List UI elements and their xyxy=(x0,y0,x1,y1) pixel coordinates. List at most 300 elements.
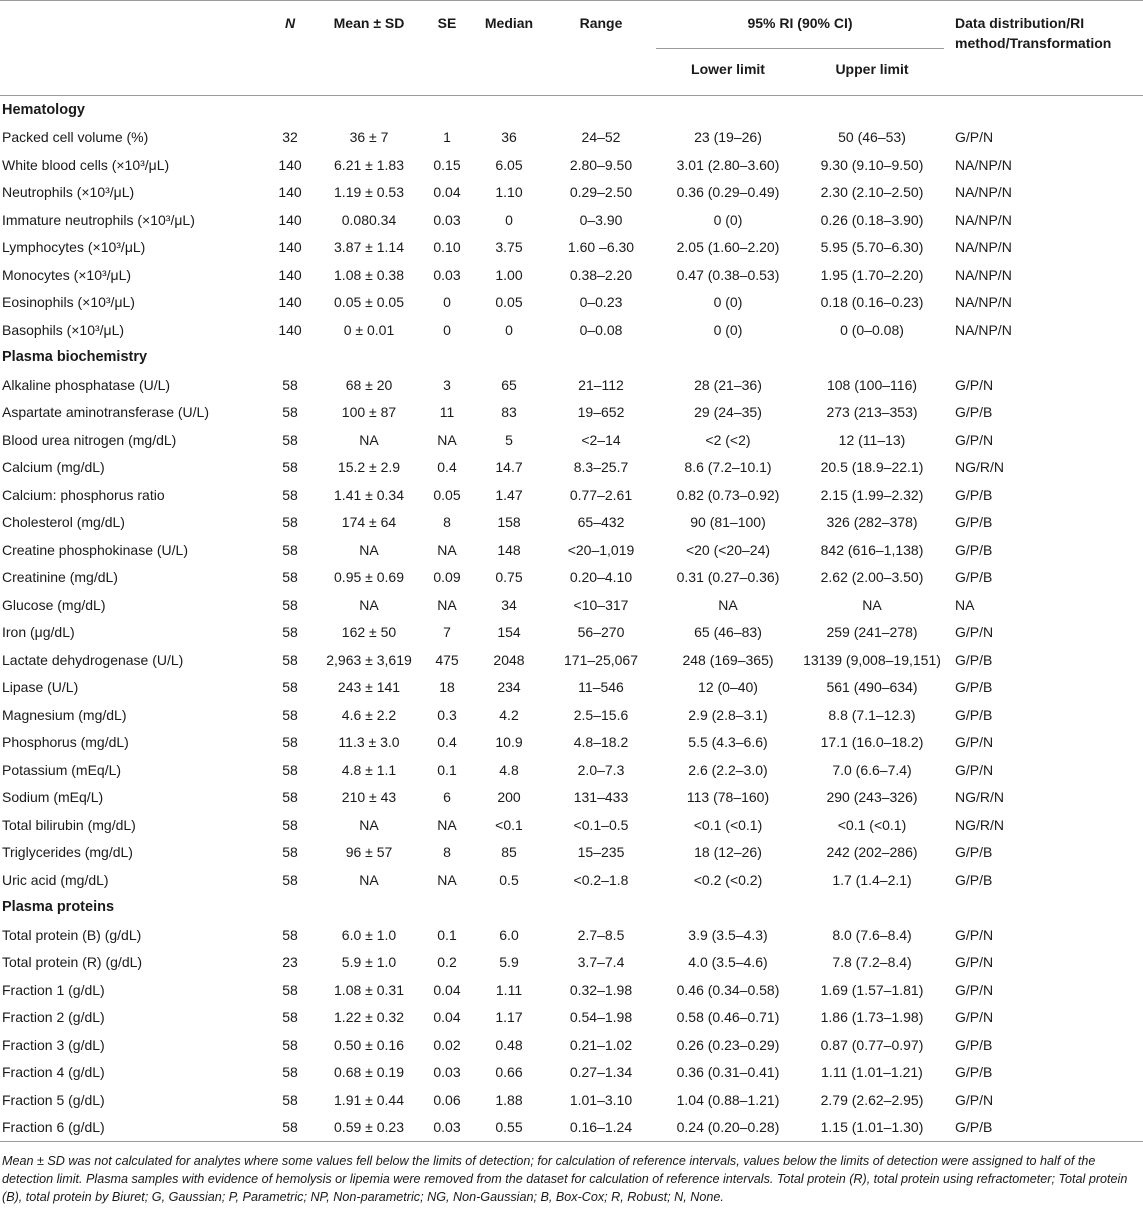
upper-limit: 0 (0–0.08) xyxy=(840,321,904,338)
lower-limit: 4.0 (3.5–4.6) xyxy=(688,954,768,971)
table-row xyxy=(0,949,1143,977)
standard-error: 0.4 xyxy=(437,459,457,476)
distribution-method: G/P/N xyxy=(955,926,994,943)
analyte-name: Total protein (R) (g/dL) xyxy=(2,954,143,971)
range: 4.8–18.2 xyxy=(573,734,629,751)
analyte-name: Immature neutrophils (×10³/μL) xyxy=(2,211,195,228)
mean-sd: 5.9 ± 1.0 xyxy=(341,954,397,971)
sample-count: 58 xyxy=(282,789,298,806)
range: 11–546 xyxy=(578,679,624,696)
mean-sd: 6.21 ± 1.83 xyxy=(334,156,404,173)
analyte-name: Triglycerides (mg/dL) xyxy=(2,844,133,861)
standard-error: 475 xyxy=(435,651,459,668)
sample-count: 58 xyxy=(282,1064,298,1081)
lower-limit: 2.6 (2.2–3.0) xyxy=(688,761,768,778)
table-row xyxy=(0,976,1143,1004)
analyte-name: White blood cells (×10³/μL) xyxy=(2,156,170,173)
section-header-row xyxy=(0,96,1143,124)
mean-sd: 2,963 ± 3,619 xyxy=(326,651,412,668)
sample-count: 140 xyxy=(278,321,302,338)
table-row xyxy=(0,399,1143,427)
standard-error: NA xyxy=(437,431,457,448)
upper-limit: 0.18 (0.16–0.23) xyxy=(820,294,924,311)
upper-limit: 842 (616–1,138) xyxy=(820,541,924,558)
table-row xyxy=(0,729,1143,757)
analyte-name: Aspartate aminotransferase (U/L) xyxy=(2,404,209,421)
lower-limit: 8.6 (7.2–10.1) xyxy=(684,459,772,476)
range: 0.21–1.02 xyxy=(569,1036,633,1053)
range: <0.2–1.8 xyxy=(573,871,629,888)
sample-count: 58 xyxy=(282,926,298,943)
distribution-method: NA/NP/N xyxy=(955,239,1012,256)
sample-count: 58 xyxy=(282,569,298,586)
median: 1.00 xyxy=(495,266,523,283)
upper-limit: 259 (241–278) xyxy=(826,624,918,641)
lower-limit: 0.82 (0.73–0.92) xyxy=(676,486,780,503)
analyte-name: Packed cell volume (%) xyxy=(2,129,149,146)
upper-limit: 20.5 (18.9–22.1) xyxy=(820,459,924,476)
mean-sd: 4.6 ± 2.2 xyxy=(341,706,397,723)
upper-limit: 242 (202–286) xyxy=(826,844,918,861)
lower-limit: 2.05 (1.60–2.20) xyxy=(676,239,780,256)
standard-error: 0.4 xyxy=(437,734,457,751)
distribution-method: NA/NP/N xyxy=(955,266,1012,283)
sample-count: 58 xyxy=(282,844,298,861)
analyte-name: Neutrophils (×10³/μL) xyxy=(2,184,135,201)
sample-count: 58 xyxy=(282,1036,298,1053)
lower-limit: 0.36 (0.31–0.41) xyxy=(676,1064,780,1081)
median: 200 xyxy=(497,789,521,806)
lower-limit: 0.36 (0.29–0.49) xyxy=(676,184,780,201)
section-header-row xyxy=(0,894,1143,922)
mean-sd: 0.05 ± 0.05 xyxy=(334,294,404,311)
table-row xyxy=(0,316,1143,344)
sample-count: 58 xyxy=(282,816,298,833)
distribution-method: G/P/N xyxy=(955,981,994,998)
standard-error: 0.2 xyxy=(437,954,457,971)
mean-sd: 0.080.34 xyxy=(341,211,397,228)
table-row xyxy=(0,839,1143,867)
distribution-method: G/P/N xyxy=(955,1091,994,1108)
table-row xyxy=(0,536,1143,564)
standard-error: 0 xyxy=(443,321,451,338)
sample-count: 58 xyxy=(282,1091,298,1108)
analyte-name: Total protein (B) (g/dL) xyxy=(2,926,142,943)
lower-limit: 90 (81–100) xyxy=(690,514,766,531)
header-se: SE xyxy=(437,15,457,31)
range: <0.1–0.5 xyxy=(573,816,629,833)
lower-limit: 12 (0–40) xyxy=(698,679,758,696)
sample-count: 140 xyxy=(278,239,302,256)
sample-count: 140 xyxy=(278,294,302,311)
analyte-name: Magnesium (mg/dL) xyxy=(2,706,127,723)
range: <2–14 xyxy=(581,431,621,448)
upper-limit: 0.87 (0.77–0.97) xyxy=(820,1036,924,1053)
table-row xyxy=(0,1114,1143,1142)
table-row xyxy=(0,289,1143,317)
standard-error: NA xyxy=(437,596,457,613)
sample-count: 23 xyxy=(282,954,298,971)
standard-error: 0.1 xyxy=(437,926,457,943)
lower-limit: 0.46 (0.34–0.58) xyxy=(676,981,780,998)
analyte-name: Lactate dehydrogenase (U/L) xyxy=(2,651,184,668)
median: 4.8 xyxy=(499,761,519,778)
upper-limit: 1.86 (1.73–1.98) xyxy=(820,1009,924,1026)
sample-count: 58 xyxy=(282,514,298,531)
range: 0.29–2.50 xyxy=(569,184,633,201)
header-lower-limit: Lower limit xyxy=(691,61,765,77)
range: 0–3.90 xyxy=(579,211,623,228)
distribution-method: G/P/N xyxy=(955,129,994,146)
distribution-method: NA xyxy=(955,596,975,613)
range: 1.60 –6.30 xyxy=(567,239,635,256)
mean-sd: 68 ± 20 xyxy=(345,376,393,393)
sample-count: 58 xyxy=(282,404,298,421)
table-row xyxy=(0,509,1143,537)
table-row xyxy=(0,591,1143,619)
upper-limit: 290 (243–326) xyxy=(826,789,918,806)
analyte-name: Monocytes (×10³/μL) xyxy=(2,266,132,283)
standard-error: 0.04 xyxy=(433,981,461,998)
upper-limit: 1.7 (1.4–2.1) xyxy=(832,871,912,888)
range: 15–235 xyxy=(577,844,625,861)
mean-sd: 4.8 ± 1.1 xyxy=(341,761,397,778)
standard-error: 0.02 xyxy=(433,1036,461,1053)
standard-error: 0.03 xyxy=(433,211,461,228)
analyte-name: Creatinine (mg/dL) xyxy=(2,569,118,586)
standard-error: 0 xyxy=(443,294,451,311)
sample-count: 58 xyxy=(282,486,298,503)
distribution-method: NG/R/N xyxy=(955,816,1005,833)
range: 0–0.23 xyxy=(579,294,623,311)
median: <0.1 xyxy=(495,816,523,833)
range: 65–432 xyxy=(577,514,625,531)
lower-limit: 3.01 (2.80–3.60) xyxy=(676,156,780,173)
range: 131–433 xyxy=(573,789,629,806)
median: 1.17 xyxy=(495,1009,523,1026)
upper-limit: 108 (100–116) xyxy=(826,376,918,393)
table-row xyxy=(0,811,1143,839)
table-row xyxy=(0,454,1143,482)
lower-limit: 0 (0) xyxy=(713,211,743,228)
median: 83 xyxy=(501,404,517,421)
sample-count: 140 xyxy=(278,156,302,173)
range: 8.3–25.7 xyxy=(573,459,629,476)
upper-limit: 1.69 (1.57–1.81) xyxy=(820,981,924,998)
table-row xyxy=(0,619,1143,647)
standard-error: 0.05 xyxy=(433,486,461,503)
analyte-name: Fraction 2 (g/dL) xyxy=(2,1009,105,1026)
sample-count: 58 xyxy=(282,459,298,476)
range: 0.77–2.61 xyxy=(569,486,633,503)
distribution-method: G/P/B xyxy=(955,651,993,668)
median: 154 xyxy=(497,624,521,641)
upper-limit: 5.95 (5.70–6.30) xyxy=(820,239,924,256)
upper-limit: 0.26 (0.18–3.90) xyxy=(820,211,924,228)
range: 0.54–1.98 xyxy=(569,1009,633,1026)
distribution-method: G/P/B xyxy=(955,844,993,861)
mean-sd: 1.08 ± 0.31 xyxy=(334,981,404,998)
median: 234 xyxy=(497,679,521,696)
analyte-name: Lymphocytes (×10³/μL) xyxy=(2,239,146,256)
median: 6.0 xyxy=(499,926,519,943)
median: 2048 xyxy=(493,651,525,668)
table-row xyxy=(0,1059,1143,1087)
table-row xyxy=(0,921,1143,949)
upper-limit: 17.1 (16.0–18.2) xyxy=(820,734,924,751)
upper-limit: <0.1 (<0.1) xyxy=(837,816,907,833)
mean-sd: 100 ± 87 xyxy=(341,404,397,421)
range: 19–652 xyxy=(577,404,625,421)
median: 5 xyxy=(505,431,513,448)
upper-limit: 2.15 (1.99–2.32) xyxy=(820,486,924,503)
table-row xyxy=(0,124,1143,152)
distribution-method: G/P/N xyxy=(955,1009,994,1026)
standard-error: 6 xyxy=(443,789,451,806)
analyte-name: Total bilirubin (mg/dL) xyxy=(2,816,136,833)
distribution-method: G/P/B xyxy=(955,404,993,421)
range: 1.01–3.10 xyxy=(569,1091,633,1108)
standard-error: 8 xyxy=(443,844,451,861)
mean-sd: 0 ± 0.01 xyxy=(343,321,395,338)
range: 0.38–2.20 xyxy=(569,266,633,283)
range: 0.16–1.24 xyxy=(546,1114,656,1142)
mean-sd: 1.08 ± 0.38 xyxy=(334,266,404,283)
table-row xyxy=(0,179,1143,207)
median: 14.7 xyxy=(495,459,523,476)
upper-limit: 13139 (9,008–19,151) xyxy=(803,651,941,668)
table-row xyxy=(0,481,1143,509)
mean-sd: 0.95 ± 0.69 xyxy=(334,569,404,586)
distribution-method: NA/NP/N xyxy=(955,156,1012,173)
upper-limit: 2.62 (2.00–3.50) xyxy=(820,569,924,586)
analyte-name: Fraction 5 (g/dL) xyxy=(2,1091,105,1108)
range: 2.0–7.3 xyxy=(577,761,625,778)
sample-count: 58 xyxy=(282,734,298,751)
mean-sd: 0.59 ± 0.23 xyxy=(316,1114,422,1142)
header-distribution: Data distribution/RI method/Transformation xyxy=(955,15,1112,51)
distribution-method: G/P/N xyxy=(955,376,994,393)
table-row xyxy=(0,646,1143,674)
header-mean-sd: Mean ± SD xyxy=(333,15,405,31)
standard-error: 0.15 xyxy=(433,156,461,173)
lower-limit: 3.9 (3.5–4.3) xyxy=(688,926,768,943)
lower-limit: 0.26 (0.23–0.29) xyxy=(676,1036,780,1053)
table-footnote: Mean ± SD was not calculated for analytes where some values fell below the limits of detection; for calculation of reference intervals, values below the limits of detection were assigned to half of the detection limit. Plasma samples with evidence of hemolysis or lipemia were removed from the dataset for calculation of reference intervals. Total protein (R), total protein using refractometer; Total protein (B), total protein by Biuret; G, Gaussian; P, Parametric; NP, Non-parametric; NG, Non-Gaussian; B, Box-Cox; R, Robust; N, None. xyxy=(2,1154,1128,1204)
upper-limit: 12 (11–13) xyxy=(838,431,906,448)
sample-count: 58 xyxy=(282,651,298,668)
analyte-name: Calcium: phosphorus ratio xyxy=(2,486,165,503)
table-body xyxy=(0,96,1143,1142)
table-row xyxy=(0,1086,1143,1114)
range: 24–52 xyxy=(581,129,621,146)
mean-sd: 162 ± 50 xyxy=(341,624,397,641)
lower-limit: 1.04 (0.88–1.21) xyxy=(676,1091,780,1108)
standard-error: 1 xyxy=(443,129,451,146)
median: 4.2 xyxy=(499,706,519,723)
lower-limit: 5.5 (4.3–6.6) xyxy=(688,734,768,751)
standard-error: 0.03 xyxy=(433,1064,461,1081)
upper-limit: 7.8 (7.2–8.4) xyxy=(832,954,912,971)
distribution-method: G/P/N xyxy=(955,624,994,641)
table-row xyxy=(0,261,1143,289)
lower-limit: <20 (<20–24) xyxy=(685,541,771,558)
sample-count: 58 xyxy=(282,761,298,778)
lower-limit: 113 (78–160) xyxy=(686,789,770,806)
distribution-method: NA/NP/N xyxy=(955,211,1012,228)
lower-limit: 23 (19–26) xyxy=(694,129,762,146)
range: 171–25,067 xyxy=(564,651,638,668)
table-row xyxy=(0,151,1143,179)
median: 0 xyxy=(505,211,513,228)
section-title: Hematology xyxy=(2,101,85,118)
lower-limit: <0.1 (<0.1) xyxy=(693,816,763,833)
sample-count: 58 xyxy=(282,431,298,448)
standard-error: NA xyxy=(437,871,457,888)
analyte-name: Fraction 4 (g/dL) xyxy=(2,1064,105,1081)
section-title: Plasma biochemistry xyxy=(2,349,148,366)
mean-sd: 243 ± 141 xyxy=(337,679,401,696)
distribution-method: G/P/B xyxy=(944,1114,1143,1142)
lower-limit: <2 (<2) xyxy=(705,431,751,448)
analyte-name: Cholesterol (mg/dL) xyxy=(2,514,125,531)
mean-sd: 11.3 ± 3.0 xyxy=(338,734,400,751)
analyte-name: Phosphorus (mg/dL) xyxy=(2,734,129,751)
median: 0.05 xyxy=(495,294,523,311)
lower-limit: NA xyxy=(718,596,738,613)
table-row xyxy=(0,426,1143,454)
analyte-name: Potassium (mEq/L) xyxy=(2,761,122,778)
distribution-method: G/P/B xyxy=(955,1036,993,1053)
median: 1.11 xyxy=(495,981,523,998)
table-row xyxy=(0,206,1143,234)
analyte-name: Iron (μg/dL) xyxy=(2,624,75,641)
sample-count: 58 xyxy=(282,871,298,888)
analyte-name: Blood urea nitrogen (mg/dL) xyxy=(2,431,177,448)
mean-sd: NA xyxy=(359,871,379,888)
upper-limit: 50 (46–53) xyxy=(838,129,906,146)
mean-sd: NA xyxy=(359,816,379,833)
standard-error: 0.1 xyxy=(437,761,457,778)
distribution-method: G/P/N xyxy=(955,431,994,448)
standard-error: 0.04 xyxy=(433,184,461,201)
upper-limit: 9.30 (9.10–9.50) xyxy=(820,156,924,173)
sample-count: 58 xyxy=(282,541,298,558)
analyte-name: Fraction 3 (g/dL) xyxy=(2,1036,105,1053)
sample-count: 58 xyxy=(282,624,298,641)
median: 65 xyxy=(501,376,517,393)
sample-count: 58 xyxy=(264,1114,316,1142)
analyte-name: Fraction 6 (g/dL) xyxy=(0,1114,264,1142)
table-row xyxy=(0,756,1143,784)
upper-limit: 326 (282–378) xyxy=(826,514,918,531)
header-analyte xyxy=(0,1,264,96)
median: 85 xyxy=(501,844,517,861)
median: 0.75 xyxy=(495,569,523,586)
analyte-name: Uric acid (mg/dL) xyxy=(2,871,109,888)
mean-sd: NA xyxy=(359,431,379,448)
upper-limit: 561 (490–634) xyxy=(826,679,918,696)
distribution-method: NG/R/N xyxy=(955,459,1005,476)
upper-limit: 8.0 (7.6–8.4) xyxy=(832,926,912,943)
standard-error: 0.04 xyxy=(433,1009,461,1026)
distribution-method: G/P/B xyxy=(955,679,993,696)
upper-limit: 1.95 (1.70–2.20) xyxy=(820,266,924,283)
lower-limit: 0.31 (0.27–0.36) xyxy=(676,569,780,586)
upper-limit: 1.15 (1.01–1.30) xyxy=(800,1114,944,1142)
distribution-method: G/P/N xyxy=(955,954,994,971)
median: 1.88 xyxy=(495,1091,523,1108)
table-row xyxy=(0,784,1143,812)
standard-error: 8 xyxy=(443,514,451,531)
upper-limit: 8.8 (7.1–12.3) xyxy=(828,706,916,723)
sample-count: 58 xyxy=(282,981,298,998)
median: 148 xyxy=(497,541,521,558)
lower-limit: <0.2 (<0.2) xyxy=(693,871,763,888)
standard-error: 0.3 xyxy=(437,706,457,723)
standard-error: 0.03 xyxy=(433,266,461,283)
mean-sd: 174 ± 64 xyxy=(341,514,397,531)
distribution-method: G/P/N xyxy=(955,734,994,751)
lower-limit: 29 (24–35) xyxy=(694,404,762,421)
median: 10.9 xyxy=(495,734,523,751)
standard-error: NA xyxy=(437,541,457,558)
sample-count: 140 xyxy=(278,211,302,228)
lower-limit: 248 (169–365) xyxy=(682,651,774,668)
sample-count: 58 xyxy=(282,596,298,613)
lower-limit: 0 (0) xyxy=(713,321,743,338)
range: 2.5–15.6 xyxy=(573,706,629,723)
median: 34 xyxy=(501,596,517,613)
mean-sd: NA xyxy=(359,596,379,613)
standard-error: 0.10 xyxy=(433,239,461,256)
range: 56–270 xyxy=(577,624,625,641)
analyte-name: Creatine phosphokinase (U/L) xyxy=(2,541,188,558)
table-row xyxy=(0,674,1143,702)
header-range: Range xyxy=(579,15,623,31)
table-header xyxy=(0,1,1143,96)
median: 0.48 xyxy=(495,1036,523,1053)
standard-error: 3 xyxy=(443,376,451,393)
distribution-method: G/P/B xyxy=(955,541,993,558)
median: 5.9 xyxy=(499,954,519,971)
distribution-method: G/P/B xyxy=(955,514,993,531)
mean-sd: 1.19 ± 0.53 xyxy=(334,184,404,201)
distribution-method: NG/R/N xyxy=(955,789,1005,806)
lower-limit: 0 (0) xyxy=(713,294,743,311)
mean-sd: 1.91 ± 0.44 xyxy=(334,1091,404,1108)
median: 6.05 xyxy=(495,156,523,173)
standard-error: 0.03 xyxy=(422,1114,472,1142)
analyte-name: Fraction 1 (g/dL) xyxy=(2,981,105,998)
upper-limit: 273 (213–353) xyxy=(826,404,918,421)
table-row xyxy=(0,564,1143,592)
range: 2.7–8.5 xyxy=(577,926,625,943)
table-row xyxy=(0,234,1143,262)
section-header-row xyxy=(0,344,1143,372)
lower-limit: 0.58 (0.46–0.71) xyxy=(676,1009,780,1026)
standard-error: 0.09 xyxy=(433,569,461,586)
mean-sd: 1.22 ± 0.32 xyxy=(334,1009,404,1026)
analyte-name: Glucose (mg/dL) xyxy=(2,596,106,613)
distribution-method: G/P/N xyxy=(955,761,994,778)
median: 0 xyxy=(505,321,513,338)
mean-sd: NA xyxy=(359,541,379,558)
table-row xyxy=(0,371,1143,399)
range: 21–112 xyxy=(578,376,624,393)
header-ri-group: 95% RI (90% CI) xyxy=(656,1,944,49)
table-row xyxy=(0,1004,1143,1032)
